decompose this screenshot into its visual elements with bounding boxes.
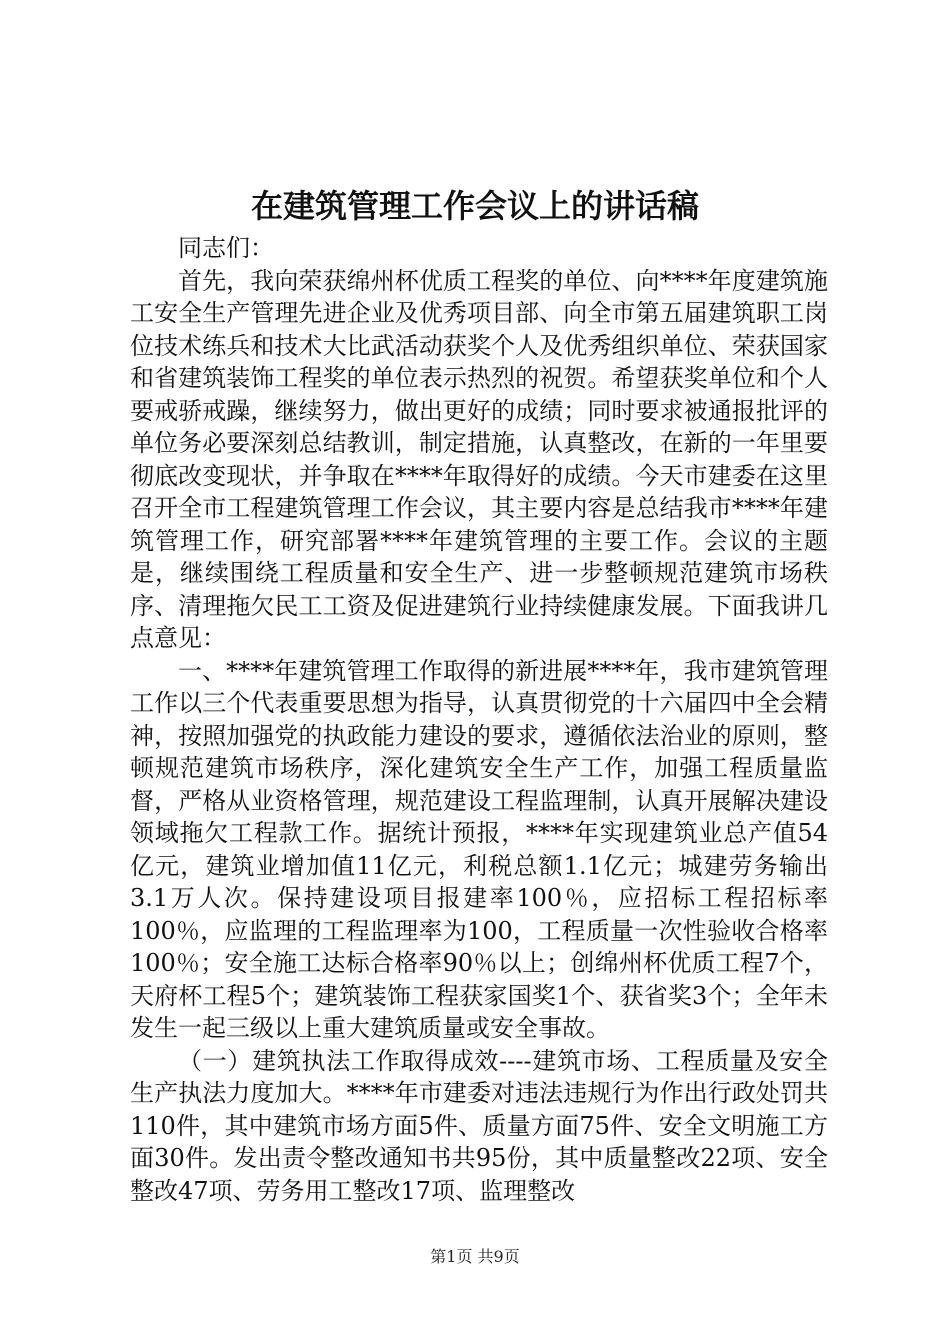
document-body — [130, 232, 828, 1207]
salutation-paragraph: 同志们： — [178, 234, 274, 262]
document-title: 在建筑管理工作会议上的讲话稿 — [250, 187, 699, 225]
body-paragraph: 首先，我向荣获绵州杯优质工程奖的单位、向****年度建筑施工安全生产管理先进企业及优秀项目部、向全市第五届建筑职工岗位技术练兵和技术大比武活动获奖个人及优秀组织单位、荣获国家和省建筑装饰工程奖的单位表示热烈的祝贺。希望获奖单位和个人要戒骄戒躁，继续努力，做出更好的成绩；同时要求被通报批评的单位务必要深刻总结教训，制定措施，认真整改，在新的一年里要彻底改变现状，并争取在****年取得好的成绩。今天市建委在这里召开全市工程建筑管理工作会议，其主要内容是总结我市****年建筑管理工作，研究部署****年建筑管理的主要工作。会议的主题是，继续围绕工程质量和安全生产、进一步整顿规范建筑市场秩序、清理拖欠民工工资及促进建筑行业持续健康发展。下面我讲几点意见： — [130, 266, 828, 652]
body-paragraph: 一、****年建筑管理工作取得的新进展****年，我市建筑管理工作以三个代表重要思想为指导，认真贯彻党的十六届四中全会精神，按照加强党的执政能力建设的要求，遵循依法治业的原则，整顿规范建筑市场秩序，深化建筑安全生产工作，加强工程质量监督，严格从业资格管理，规范建设工程监理制，认真开展解决建设领域拖欠工程款工作。据统计预报，****年实现建筑业总产值54亿元，建筑业增加值11亿元，利税总额1.1亿元；城建劳务输出3.1万人次。保持建设项目报建率100％，应招标工程招标率100％，应监理的工程监理率为100，工程质量一次性验收合格率100％；安全施工达标合格率90％以上；创绵州杯优质工程7个，天府杯工程5个；建筑装饰工程获家国奖1个、获省奖3个；全年未发生一起三级以上重大建筑质量或安全事故。 — [130, 656, 828, 1042]
page-footer: 第1页 共9页 — [430, 1247, 520, 1266]
body-paragraph: （一）建筑执法工作取得成效----建筑市场、工程质量及安全生产执法力度加大。****年市建委对违法违规行为作出行政处罚共110件，其中建筑市场方面5件、质量方面75件、安全文明施工方面30件。发出责令整改通知书共95份，其中质量整改22项、安全整改47项、劳务用工整改17项、监理整改 — [130, 1046, 828, 1205]
